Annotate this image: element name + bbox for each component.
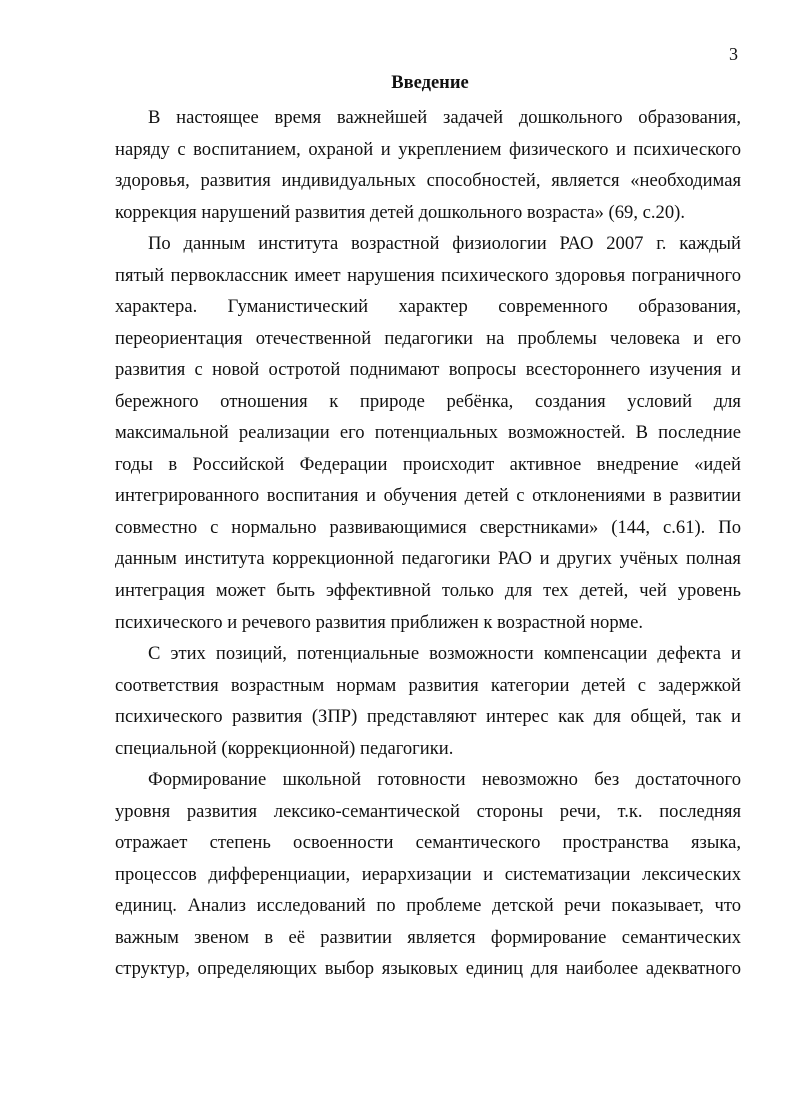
text-line: Формирование школьной готовности невозможно без достаточного [148,769,741,791]
text-line: коррекция нарушений развития детей дошкольного возраста» (69, с.20). [115,201,685,223]
document-body [115,102,741,985]
text-line: данным института коррекционной педагогики РАО и других учёных полная [115,548,741,570]
text-line: психического развития (ЗПР) представляют интерес как для общей, так и [115,706,741,728]
text-line: совместно с нормально развивающимися сверстниками» (144, с.61). По [115,516,741,538]
paragraph [115,764,741,985]
text-line: наряду с воспитанием, охраной и укреплением физического и психического [115,138,741,160]
text-line: интегрированного воспитания и обучения детей с отклонениями в развитии [115,485,741,507]
text-line: развития с новой остротой поднимают вопросы всестороннего изучения и [115,359,741,381]
text-line: специальной (коррекционной) педагогики. [115,737,454,759]
paragraph [115,102,741,228]
text-line: единиц. Анализ исследований по проблеме детской речи показывает, что [115,895,741,917]
page-number: 3 [729,44,738,64]
paragraph [115,228,741,638]
text-line: С этих позиций, потенциальные возможности компенсации дефекта и [148,643,741,665]
text-line: По данным института возрастной физиологии РАО 2007 г. каждый [148,233,741,255]
text-line: характера. Гуманистический характер современного образования, [115,296,741,318]
text-line: здоровья, развития индивидуальных способностей, является «необходимая [115,170,741,192]
text-line: максимальной реализации его потенциальных возможностей. В последние [115,422,741,444]
text-line: уровня развития лексико-семантической стороны речи, т.к. последняя [115,800,741,822]
text-line: отражает степень освоенности семантического пространства языка, [115,832,741,854]
text-line: процессов дифференциации, иерархизации и систематизации лексических [115,863,741,885]
text-line: интеграция может быть эффективной только для тех детей, чей уровень [115,579,741,601]
text-line: важным звеном в её развитии является формирование семантических [115,926,741,948]
text-line: структур, определяющих выбор языковых единиц для наиболее адекватного [115,958,741,980]
section-title: Введение [391,73,469,93]
text-line: соответствия возрастным нормам развития категории детей с задержкой [115,674,741,696]
text-line: пятый первоклассник имеет нарушения психического здоровья пограничного [115,264,741,286]
text-line: бережного отношения к природе ребёнка, создания условий для [115,390,741,412]
text-line: психического и речевого развития приближен к возрастной норме. [115,611,644,633]
text-line: В настоящее время важнейшей задачей дошкольного образования, [148,107,741,128]
text-line: переориентация отечественной педагогики на проблемы человека и его [115,327,741,349]
text-line: годы в Российской Федерации происходит активное внедрение «идей [115,453,741,475]
paragraph [115,638,741,764]
